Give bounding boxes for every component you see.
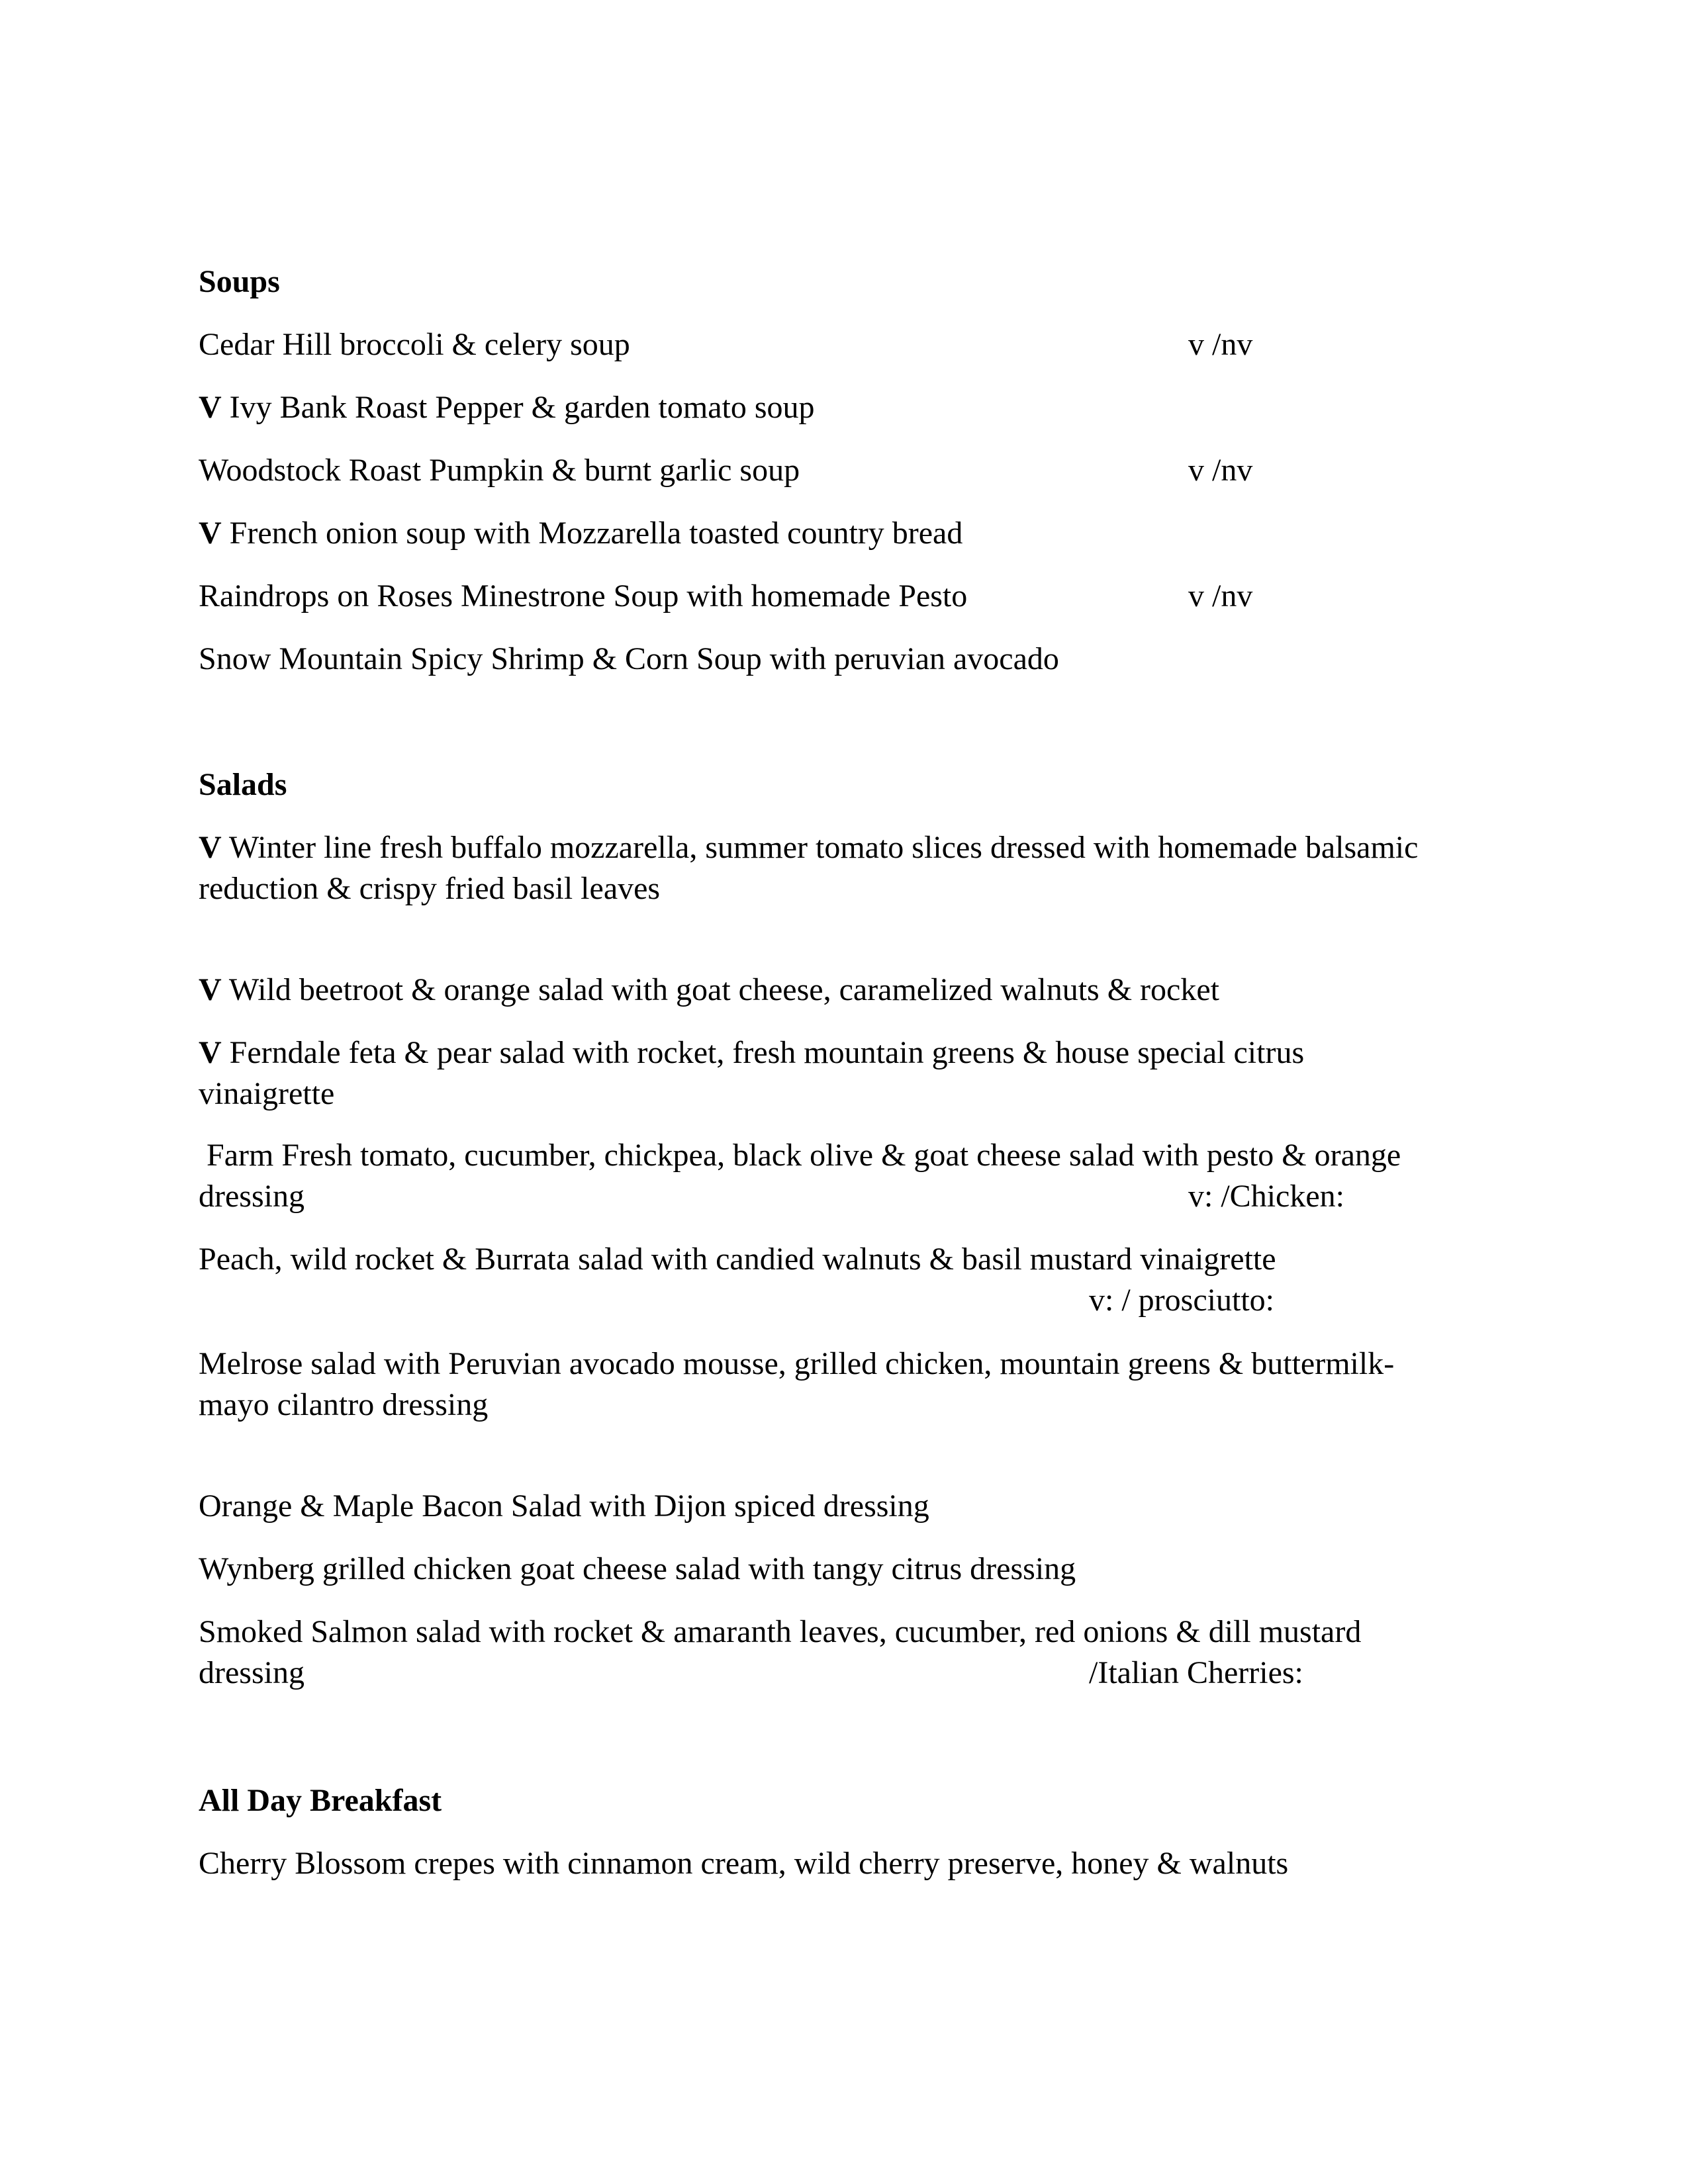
salad-item-name: Farm Fresh tomato, cucumber, chickpea, black olive & goat cheese salad with pesto & orange [207, 1138, 1401, 1173]
salad-item-tag: v: /Chicken: [1188, 1179, 1344, 1214]
salad-item [207, 1135, 1401, 1176]
breakfast-item-name: Cherry Blossom crepes with cinnamon cream, wild cherry preserve, honey & walnuts [199, 1846, 1289, 1881]
salad-item-name: Wynberg grilled chicken goat cheese salad with tangy citrus dressing [199, 1551, 1076, 1586]
soup-item-name: Cedar Hill broccoli & celery soup [199, 327, 630, 362]
salad-item [199, 1239, 1276, 1280]
salad-item-tag: v: / prosciutto: [1089, 1283, 1274, 1318]
salad-item [199, 970, 1219, 1011]
soup-item [199, 513, 962, 554]
salad-item [199, 1343, 1394, 1385]
soup-item-name: Snow Mountain Spicy Shrimp & Corn Soup with peruvian avocado [199, 641, 1059, 676]
soup-item [199, 639, 1059, 680]
salad-item [199, 1549, 1076, 1590]
soup-item-name: Woodstock Roast Pumpkin & burnt garlic soup [199, 453, 800, 488]
salad-item-name: Melrose salad with Peruvian avocado mousse, grilled chicken, mountain greens & buttermilk- [199, 1346, 1395, 1381]
breakfast-heading: All Day Breakfast [199, 1783, 442, 1818]
salad-item-name: Wild beetroot & orange salad with goat cheese, caramelized walnuts & rocket [228, 972, 1219, 1007]
soup-item-name: French onion soup with Mozzarella toasted country bread [229, 516, 963, 551]
vegetarian-marker: V [199, 1035, 222, 1070]
salad-item-continued: reduction & crispy fried basil leaves [199, 871, 661, 906]
salad-item-name: Smoked Salmon salad with rocket & amaranth leaves, cucumber, red onions & dill mustard [199, 1614, 1362, 1649]
salad-item [199, 827, 1418, 868]
salad-item-name: Peach, wild rocket & Burrata salad with candied walnuts & basil mustard vinaigrette [199, 1242, 1276, 1277]
soup-item [199, 387, 815, 428]
soups-heading: Soups [199, 264, 280, 299]
salad-item-name: Ferndale feta & pear salad with rocket, fresh mountain greens & house special citrus [229, 1035, 1305, 1070]
salad-item-continued: dressing [199, 1655, 305, 1690]
salad-item-tag: /Italian Cherries: [1089, 1655, 1303, 1690]
salad-item [199, 1032, 1304, 1073]
salad-item [199, 1486, 929, 1527]
salad-item-name: Orange & Maple Bacon Salad with Dijon spiced dressing [199, 1488, 929, 1524]
salad-item-continued: dressing [199, 1179, 305, 1214]
breakfast-item [199, 1843, 1288, 1884]
soup-item [199, 324, 630, 365]
salad-item-name: Winter line fresh buffalo mozzarella, summer tomato slices dressed with homemade balsamic [228, 830, 1419, 865]
salad-item-continued: mayo cilantro dressing [199, 1387, 489, 1422]
soup-item [199, 576, 967, 617]
salads-heading: Salads [199, 767, 287, 802]
salad-item [199, 1612, 1361, 1653]
vegetarian-marker: V [199, 830, 222, 865]
soup-item-tag: v /nv [1188, 327, 1253, 362]
vegetarian-marker: V [199, 972, 222, 1007]
vegetarian-marker: V [199, 516, 222, 551]
vegetarian-marker: V [199, 390, 222, 425]
soup-item-name: Ivy Bank Roast Pepper & garden tomato soup [229, 390, 815, 425]
soup-item-tag: v /nv [1188, 578, 1253, 614]
soup-item-tag: v /nv [1188, 453, 1253, 488]
soup-item-name: Raindrops on Roses Minestrone Soup with homemade Pesto [199, 578, 968, 614]
salad-item-continued: vinaigrette [199, 1076, 335, 1111]
soup-item [199, 450, 800, 491]
